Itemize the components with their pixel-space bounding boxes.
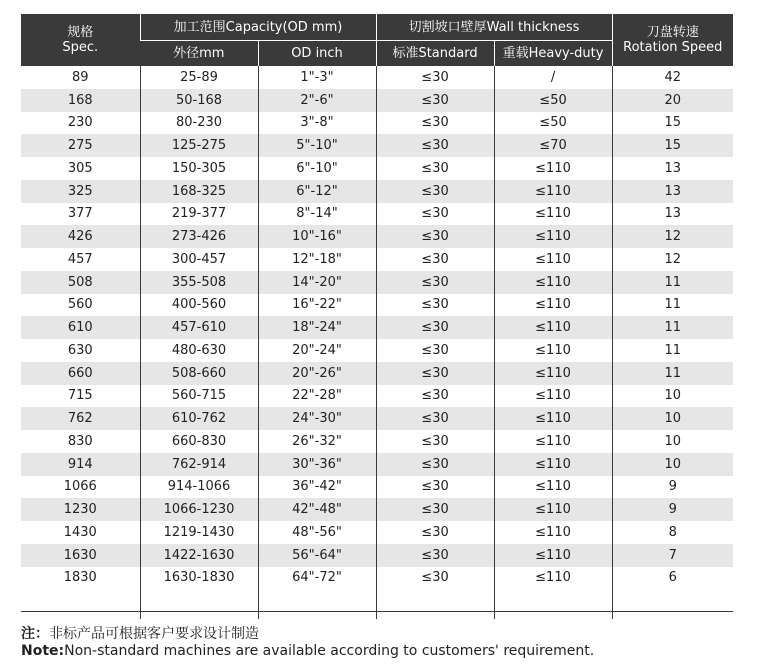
cell-outer-mm: 400-560: [140, 294, 258, 317]
cell-spec: 1630: [21, 544, 140, 567]
cell-od-inch: 10"-16": [258, 225, 376, 248]
cell-spec: 377: [21, 203, 140, 226]
cell-heavy-duty: ≤50: [494, 89, 612, 112]
table-row: [21, 294, 733, 317]
cell-heavy-duty: ≤110: [494, 544, 612, 567]
cell-rotation-speed: 20: [612, 89, 733, 112]
cell-od-inch: [258, 589, 376, 619]
cell-od-inch: 26"-32": [258, 430, 376, 453]
cell-rotation-speed: [612, 589, 733, 619]
cell-outer-mm: 300-457: [140, 248, 258, 271]
cell-od-inch: 20"-26": [258, 362, 376, 385]
header-spec: 规格 Spec.: [21, 14, 140, 66]
cell-standard: ≤30: [376, 339, 494, 362]
cell-spec: 1230: [21, 498, 140, 521]
cell-rotation-speed: 9: [612, 476, 733, 499]
cell-rotation-speed: 8: [612, 521, 733, 544]
cell-od-inch: 64"-72": [258, 567, 376, 590]
cell-heavy-duty: ≤110: [494, 316, 612, 339]
header-outer-diameter-mm: 外径mm: [140, 41, 258, 67]
cell-od-inch: 24"-30": [258, 407, 376, 430]
cell-outer-mm: 355-508: [140, 271, 258, 294]
table-row: [21, 203, 733, 226]
cell-outer-mm: 168-325: [140, 180, 258, 203]
cell-outer-mm: 610-762: [140, 407, 258, 430]
cell-heavy-duty: ≤110: [494, 294, 612, 317]
note-chinese-text: 非标产品可根据客户要求设计制造: [49, 626, 259, 642]
cell-spec: 630: [21, 339, 140, 362]
cell-heavy-duty: ≤110: [494, 453, 612, 476]
cell-heavy-duty: ≤110: [494, 498, 612, 521]
cell-od-inch: 20"-24": [258, 339, 376, 362]
header-capacity: 加工范围Capacity(OD mm): [140, 14, 376, 41]
cell-standard: ≤30: [376, 453, 494, 476]
cell-spec: 715: [21, 385, 140, 408]
cell-rotation-speed: 12: [612, 248, 733, 271]
cell-standard: ≤30: [376, 407, 494, 430]
table-row: [21, 66, 733, 89]
cell-outer-mm: 660-830: [140, 430, 258, 453]
cell-spec: 508: [21, 271, 140, 294]
cell-rotation-speed: 11: [612, 339, 733, 362]
table-row: [21, 248, 733, 271]
cell-rotation-speed: 11: [612, 362, 733, 385]
cell-standard: ≤30: [376, 521, 494, 544]
cell-heavy-duty: ≤110: [494, 157, 612, 180]
cell-standard: ≤30: [376, 476, 494, 499]
cell-outer-mm: 914-1066: [140, 476, 258, 499]
table-row: [21, 589, 733, 619]
cell-outer-mm: 219-377: [140, 203, 258, 226]
cell-od-inch: 6"-12": [258, 180, 376, 203]
table-row: [21, 362, 733, 385]
cell-outer-mm: 80-230: [140, 112, 258, 135]
cell-rotation-speed: 6: [612, 567, 733, 590]
table-row: [21, 385, 733, 408]
cell-od-inch: 56"-64": [258, 544, 376, 567]
note-english-label: Note:: [21, 643, 65, 659]
header-wall-thickness: 切割坡口壁厚Wall thickness: [376, 14, 612, 41]
cell-standard: ≤30: [376, 567, 494, 590]
cell-heavy-duty: ≤110: [494, 180, 612, 203]
table-row: [21, 316, 733, 339]
cell-heavy-duty: ≤110: [494, 521, 612, 544]
cell-spec: 168: [21, 89, 140, 112]
cell-spec: 560: [21, 294, 140, 317]
cell-od-inch: 2"-6": [258, 89, 376, 112]
cell-standard: ≤30: [376, 157, 494, 180]
cell-heavy-duty: ≤110: [494, 407, 612, 430]
cell-standard: ≤30: [376, 385, 494, 408]
cell-outer-mm: 480-630: [140, 339, 258, 362]
table-body: [21, 66, 733, 619]
cell-heavy-duty: ≤110: [494, 248, 612, 271]
cell-outer-mm: 762-914: [140, 453, 258, 476]
cell-outer-mm: 1219-1430: [140, 521, 258, 544]
cell-heavy-duty: ≤110: [494, 271, 612, 294]
cell-heavy-duty: [494, 589, 612, 619]
cell-standard: ≤30: [376, 362, 494, 385]
cell-standard: ≤30: [376, 203, 494, 226]
cell-rotation-speed: 13: [612, 180, 733, 203]
cell-od-inch: 48"-56": [258, 521, 376, 544]
cell-od-inch: 12"-18": [258, 248, 376, 271]
cell-heavy-duty: ≤110: [494, 567, 612, 590]
cell-standard: ≤30: [376, 180, 494, 203]
header-rotation-speed: 刀盘转速 Rotation Speed: [612, 14, 733, 66]
cell-spec: 610: [21, 316, 140, 339]
table-row: [21, 271, 733, 294]
cell-heavy-duty: ≤110: [494, 203, 612, 226]
cell-outer-mm: [140, 589, 258, 619]
cell-heavy-duty: /: [494, 66, 612, 89]
cell-heavy-duty: ≤110: [494, 430, 612, 453]
cell-rotation-speed: 12: [612, 225, 733, 248]
cell-outer-mm: 1630-1830: [140, 567, 258, 590]
note-english: [21, 643, 594, 659]
cell-rotation-speed: 15: [612, 112, 733, 135]
cell-spec: 305: [21, 157, 140, 180]
cell-standard: ≤30: [376, 248, 494, 271]
table-row: [21, 339, 733, 362]
cell-outer-mm: 50-168: [140, 89, 258, 112]
cell-spec: 914: [21, 453, 140, 476]
cell-rotation-speed: 10: [612, 430, 733, 453]
cell-standard: ≤30: [376, 430, 494, 453]
cell-od-inch: 3"-8": [258, 112, 376, 135]
cell-od-inch: 22"-28": [258, 385, 376, 408]
note-chinese-label: 注：: [21, 626, 49, 642]
cell-standard: ≤30: [376, 112, 494, 135]
cell-outer-mm: 508-660: [140, 362, 258, 385]
cell-outer-mm: 1066-1230: [140, 498, 258, 521]
cell-outer-mm: 1422-1630: [140, 544, 258, 567]
cell-rotation-speed: 11: [612, 271, 733, 294]
cell-standard: ≤30: [376, 316, 494, 339]
cell-outer-mm: 25-89: [140, 66, 258, 89]
cell-spec: 1830: [21, 567, 140, 590]
cell-standard: ≤30: [376, 294, 494, 317]
cell-spec: 89: [21, 66, 140, 89]
table-row: [21, 544, 733, 567]
table-row: [21, 567, 733, 590]
table-row: [21, 180, 733, 203]
cell-outer-mm: 560-715: [140, 385, 258, 408]
cell-heavy-duty: ≤110: [494, 385, 612, 408]
spec-table: [21, 14, 733, 619]
cell-od-inch: 42"-48": [258, 498, 376, 521]
cell-standard: [376, 589, 494, 619]
cell-standard: ≤30: [376, 544, 494, 567]
table-row: [21, 134, 733, 157]
table-row: [21, 476, 733, 499]
cell-outer-mm: 273-426: [140, 225, 258, 248]
cell-od-inch: 5"-10": [258, 134, 376, 157]
cell-spec: 830: [21, 430, 140, 453]
cell-outer-mm: 150-305: [140, 157, 258, 180]
header-od-inch: OD inch: [258, 41, 376, 67]
cell-rotation-speed: 13: [612, 157, 733, 180]
cell-heavy-duty: ≤110: [494, 225, 612, 248]
table-row: [21, 112, 733, 135]
cell-heavy-duty: ≤110: [494, 339, 612, 362]
cell-od-inch: 14"-20": [258, 271, 376, 294]
note-english-text: Non-standard machines are available according to customers' requirement.: [64, 643, 595, 659]
cell-rotation-speed: 42: [612, 66, 733, 89]
cell-rotation-speed: 11: [612, 294, 733, 317]
cell-spec: 325: [21, 180, 140, 203]
cell-heavy-duty: ≤110: [494, 476, 612, 499]
cell-spec: 275: [21, 134, 140, 157]
cell-od-inch: 18"-24": [258, 316, 376, 339]
cell-spec: 426: [21, 225, 140, 248]
cell-od-inch: 30"-36": [258, 453, 376, 476]
cell-od-inch: 1"-3": [258, 66, 376, 89]
cell-standard: ≤30: [376, 134, 494, 157]
cell-heavy-duty: ≤110: [494, 362, 612, 385]
note-chinese: [21, 623, 259, 643]
cell-spec: 230: [21, 112, 140, 135]
cell-od-inch: 16"-22": [258, 294, 376, 317]
cell-standard: ≤30: [376, 225, 494, 248]
cell-spec: 762: [21, 407, 140, 430]
cell-rotation-speed: 9: [612, 498, 733, 521]
cell-od-inch: 6"-10": [258, 157, 376, 180]
cell-standard: ≤30: [376, 271, 494, 294]
table-row: [21, 225, 733, 248]
cell-spec: 457: [21, 248, 140, 271]
cell-rotation-speed: 11: [612, 316, 733, 339]
table-row: [21, 430, 733, 453]
header-heavy-duty: 重载Heavy-duty: [494, 41, 612, 67]
cell-rotation-speed: 10: [612, 453, 733, 476]
spec-table-container: [21, 14, 733, 619]
cell-rotation-speed: 7: [612, 544, 733, 567]
table-row: [21, 157, 733, 180]
cell-rotation-speed: 13: [612, 203, 733, 226]
cell-rotation-speed: 10: [612, 407, 733, 430]
cell-rotation-speed: 15: [612, 134, 733, 157]
cell-spec: 1430: [21, 521, 140, 544]
cell-spec: [21, 589, 140, 619]
cell-rotation-speed: 10: [612, 385, 733, 408]
cell-spec: 1066: [21, 476, 140, 499]
table-row: [21, 407, 733, 430]
cell-standard: ≤30: [376, 66, 494, 89]
cell-outer-mm: 457-610: [140, 316, 258, 339]
table-row: [21, 453, 733, 476]
cell-standard: ≤30: [376, 498, 494, 521]
table-bottom-divider: [21, 611, 733, 612]
table-row: [21, 498, 733, 521]
cell-od-inch: 8"-14": [258, 203, 376, 226]
cell-heavy-duty: ≤50: [494, 112, 612, 135]
cell-outer-mm: 125-275: [140, 134, 258, 157]
cell-spec: 660: [21, 362, 140, 385]
header-standard: 标准Standard: [376, 41, 494, 67]
cell-heavy-duty: ≤70: [494, 134, 612, 157]
cell-od-inch: 36"-42": [258, 476, 376, 499]
cell-standard: ≤30: [376, 89, 494, 112]
table-row: [21, 89, 733, 112]
table-row: [21, 521, 733, 544]
